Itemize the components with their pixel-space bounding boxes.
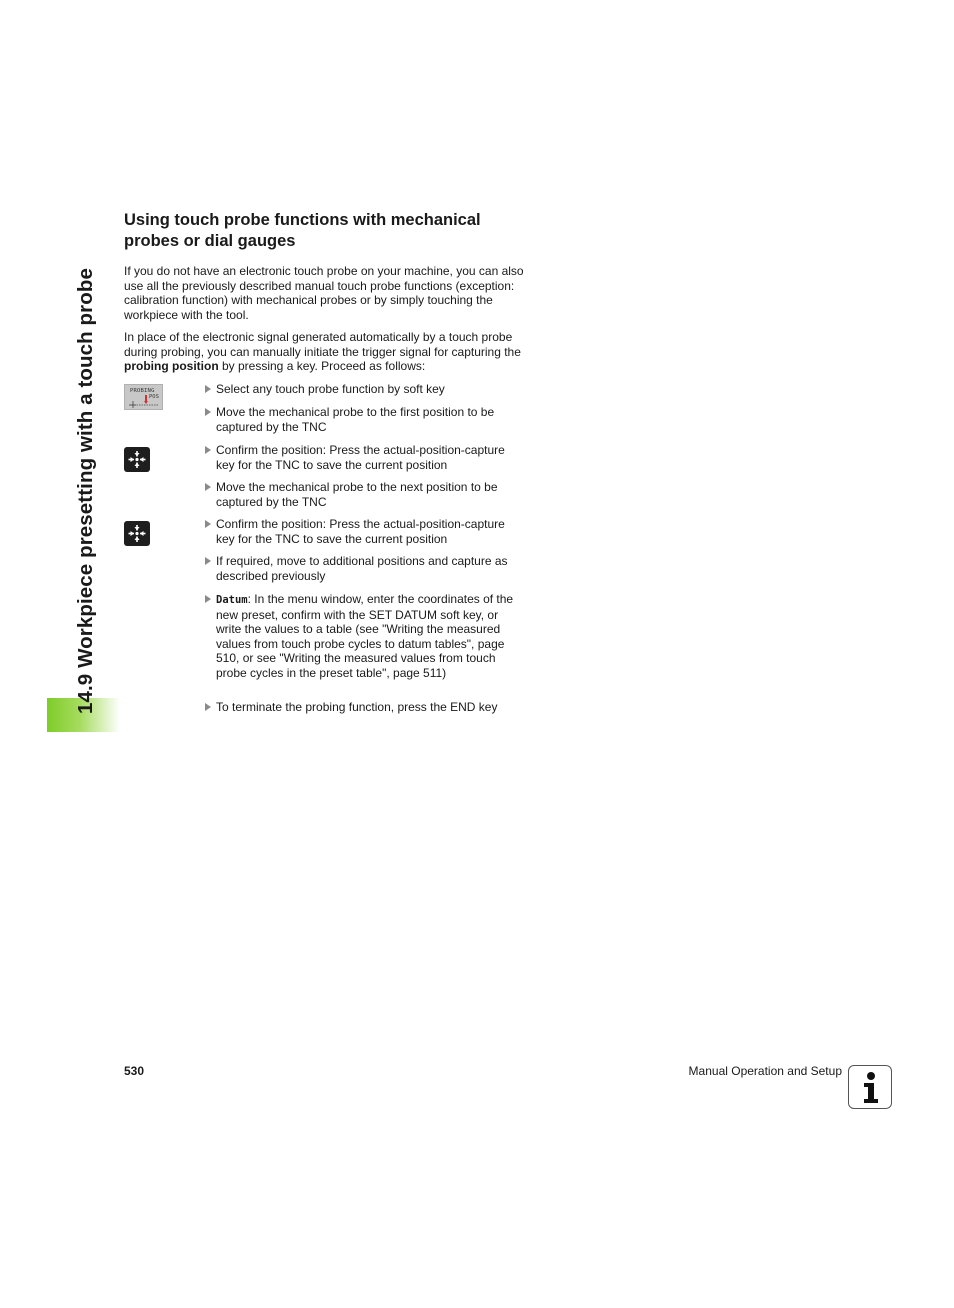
- step-item: [204, 443, 526, 472]
- triangle-right-icon: [205, 520, 211, 528]
- step-item: [204, 700, 526, 715]
- triangle-right-icon: [205, 385, 211, 393]
- step-item: [204, 592, 526, 680]
- triangle-right-icon: [205, 703, 211, 711]
- procedure-paragraph: [124, 330, 524, 374]
- step-text: Move the mechanical probe to the first position to be captured by the TNC: [216, 405, 495, 434]
- chapter-tab-title: 14.9 Workpiece presetting with a touch probe: [74, 267, 97, 714]
- datum-step-text: : In the menu window, enter the coordinates of the new preset, confirm with the SET DATUM soft key, or write the values to a table (see "Writing the measured values from touch probe cycles to datum tables", page 510, or see "Writing the measured values from touch probe cycles in the preset table", page 511): [216, 592, 514, 680]
- procedure-text-end: by pressing a key. Proceed as follows:: [218, 359, 426, 373]
- section-heading: Using touch probe functions with mechanical probes or dial gauges: [124, 211, 481, 250]
- footer-chapter-title: Manual Operation and Setup: [688, 1064, 842, 1078]
- step-text: If required, move to additional positions and capture as described previously: [216, 554, 508, 583]
- actual-position-capture-key[interactable]: [124, 447, 150, 472]
- step-text: Confirm the position: Press the actual-position-capture key for the TNC to save the current position: [216, 517, 505, 546]
- probing-pos-softkey[interactable]: [124, 384, 163, 410]
- step-item: [204, 480, 526, 509]
- actual-position-capture-key[interactable]: [124, 521, 150, 546]
- intro-paragraph: If you do not have an electronic touch probe on your machine, you can also use all the previously described manual touch probe functions (exception: calibration function) with mechanical probes or by simply touching the workpiece with the tool.: [124, 264, 524, 322]
- procedure-text-start: In place of the electronic signal generated automatically by a touch probe during probing, you can manually initiate the trigger signal for capturing the: [124, 330, 521, 359]
- probing-position-term: probing position: [124, 359, 219, 373]
- triangle-right-icon: [205, 483, 211, 491]
- triangle-right-icon: [205, 408, 211, 416]
- probe-surface-icon: [128, 395, 162, 409]
- actual-position-capture-icon: [124, 447, 150, 472]
- step-item: [204, 517, 526, 546]
- page-number: 530: [124, 1064, 145, 1078]
- step-item: [204, 554, 526, 583]
- step-text: Confirm the position: Press the actual-position-capture key for the TNC to save the current position: [216, 443, 505, 472]
- triangle-right-icon: [205, 446, 211, 454]
- step-text: [216, 592, 526, 680]
- softkey-label-line1: PROBING: [130, 388, 155, 394]
- step-text: Select any touch probe function by soft key: [216, 382, 445, 396]
- triangle-right-icon: [205, 595, 211, 603]
- info-icon-box: [848, 1065, 892, 1109]
- actual-position-capture-icon: [124, 521, 150, 546]
- softkey-label-line2: POS: [149, 394, 159, 400]
- step-text: Move the mechanical probe to the next position to be captured by the TNC: [216, 480, 498, 509]
- step-text: To terminate the probing function, press the END key: [216, 700, 498, 714]
- triangle-right-icon: [205, 557, 211, 565]
- step-item: [204, 405, 526, 434]
- datum-softkey-label: Datum: [216, 594, 248, 606]
- info-icon: [849, 1066, 893, 1110]
- step-item: [204, 382, 526, 397]
